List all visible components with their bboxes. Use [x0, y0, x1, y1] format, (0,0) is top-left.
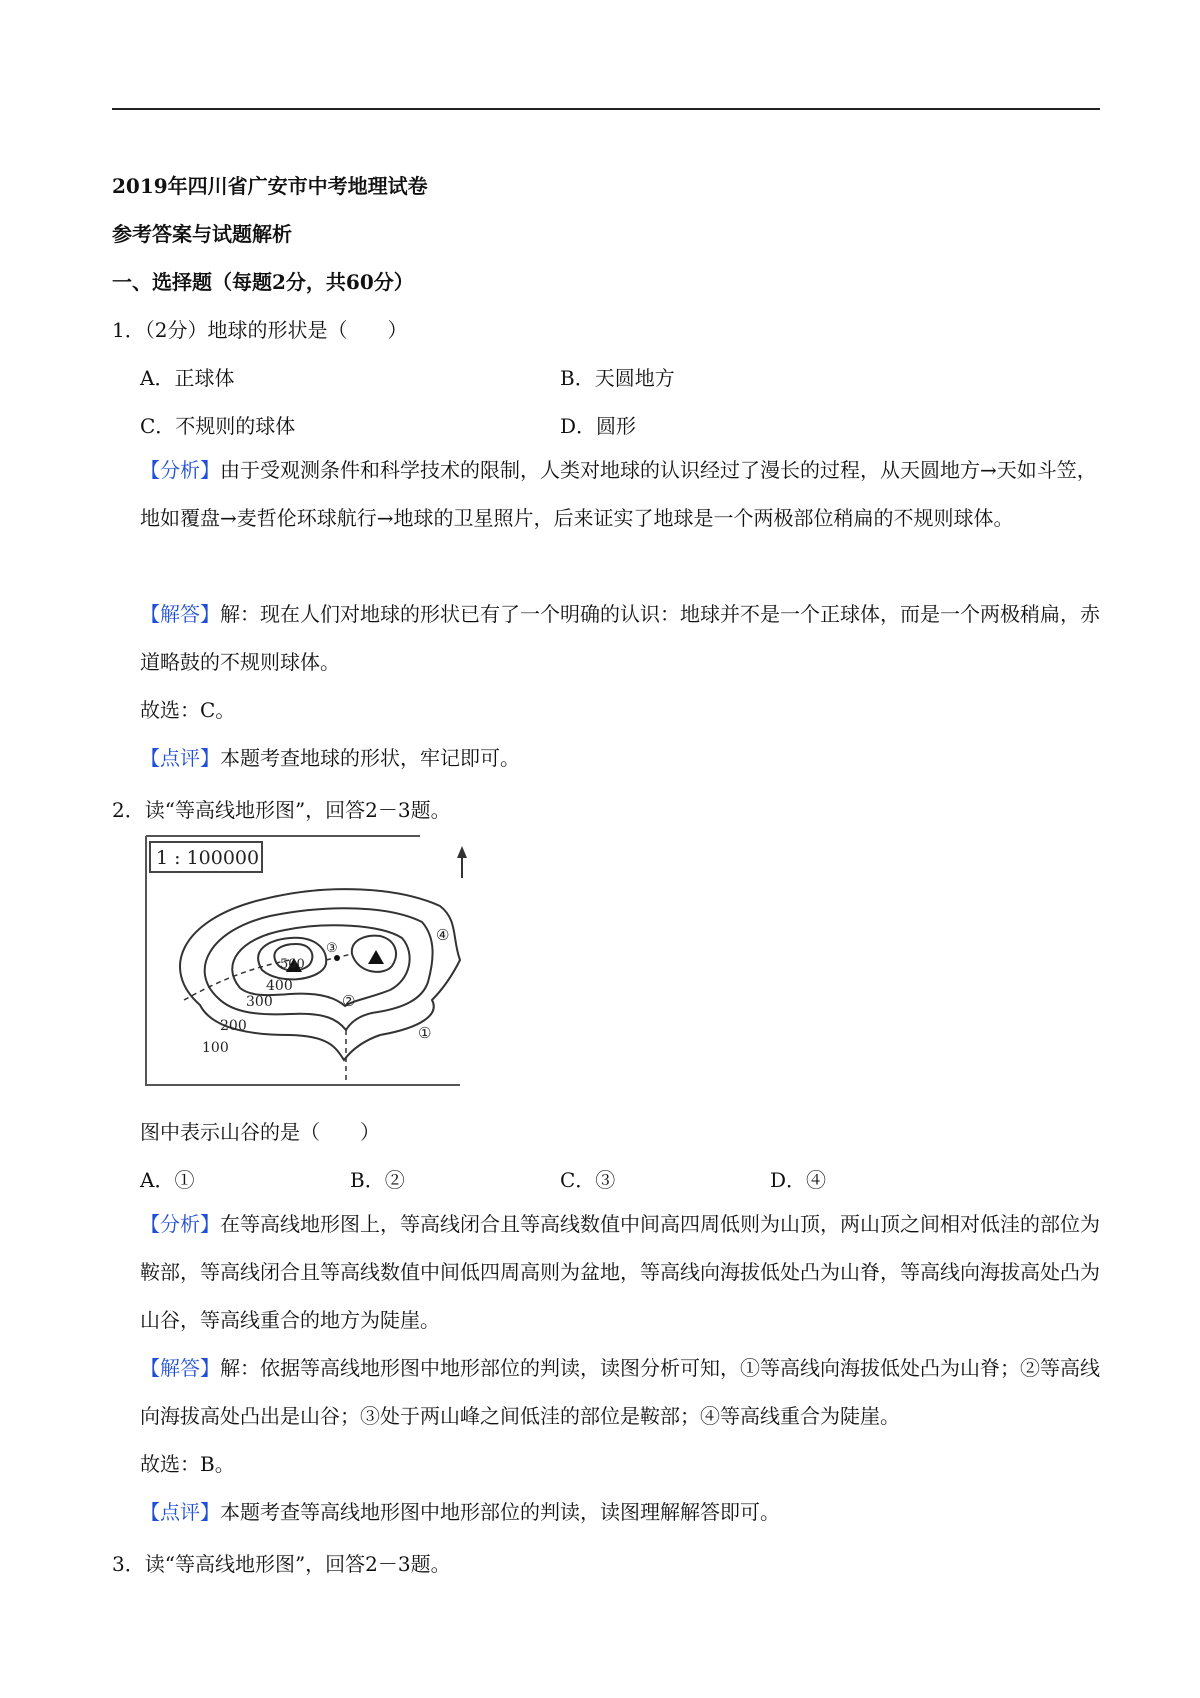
marker-2: ②	[342, 992, 356, 1010]
contour-label-500: 500	[280, 957, 305, 972]
q1-answer	[140, 590, 1100, 686]
doc-subtitle: 参考答案与试题解析	[112, 222, 292, 246]
contour-label-400: 400	[266, 978, 293, 994]
q2-option-b: B．②	[350, 1168, 405, 1192]
contour-label-300: 300	[246, 994, 273, 1010]
q1-option-c: C．不规则的球体	[140, 414, 296, 438]
doc-title: 2019年四川省广安市中考地理试卷	[112, 174, 428, 198]
q2-option-a: A．①	[140, 1168, 195, 1192]
marker-1: ①	[418, 1024, 432, 1042]
analysis-label: 【分析】	[140, 1212, 220, 1236]
q3-stem: 3．读“等高线地形图”，回答2－3题。	[112, 1552, 451, 1576]
q2-stem: 2．读“等高线地形图”，回答2－3题。	[112, 798, 451, 822]
q1-comment-text: 本题考查地球的形状，牢记即可。	[220, 746, 520, 770]
contour-label-200: 200	[220, 1018, 247, 1034]
q2-choice: 故选：B。	[140, 1452, 235, 1476]
q2-option-c: C．③	[560, 1168, 616, 1192]
q1-analysis-text: 由于受观测条件和科学技术的限制，人类对地球的认识经过了漫长的过程，从天圆地方→天如斗笠，地如覆盘→麦哲伦环球航行→地球的卫星照片，后来证实了地球是一个两极部位稍扁的不规则球体。	[140, 458, 1097, 530]
q1-answer-text: 解：现在人们对地球的形状已有了一个明确的认识：地球并不是一个正球体，而是一个两极稍扁，赤道略鼓的不规则球体。	[140, 602, 1100, 674]
q1-analysis	[140, 446, 1100, 590]
contour-label-100: 100	[202, 1040, 229, 1056]
q1-option-d: D．圆形	[560, 414, 637, 438]
answer-label: 【解答】	[140, 602, 220, 626]
analysis-label: 【分析】	[140, 458, 220, 482]
scale-label: 1 : 100000	[156, 847, 260, 869]
q1-comment	[140, 734, 1100, 782]
header-rule	[112, 108, 1100, 110]
q2-analysis	[140, 1200, 1100, 1344]
marker-3: ③	[326, 941, 338, 956]
q1-option-a: A．正球体	[140, 366, 235, 390]
q1-option-b: B．天圆地方	[560, 366, 675, 390]
q2-comment-text: 本题考查等高线地形图中地形部位的判读，读图理解解答即可。	[220, 1500, 780, 1524]
q2-answer-text: 解：依据等高线地形图中地形部位的判读，读图分析可知，①等高线向海拔低处凸为山脊；②等高线向海拔高处凸出是山谷；③处于两山峰之间低洼的部位是鞍部；④等高线重合为陡崖。	[140, 1356, 1100, 1428]
answer-label: 【解答】	[140, 1356, 220, 1380]
comment-label: 【点评】	[140, 746, 220, 770]
q1-stem: 1．（2分）地球的形状是（ ）	[112, 318, 408, 342]
q1-choice: 故选：C。	[140, 698, 236, 722]
comment-label: 【点评】	[140, 1500, 220, 1524]
section-heading: 一、选择题（每题2分，共60分）	[112, 270, 414, 294]
q2-analysis-text: 在等高线地形图上，等高线闭合且等高线数值中间高四周低则为山顶，两山顶之间相对低洼的部位为鞍部，等高线闭合且等高线数值中间低四周高则为盆地，等高线向海拔低处凸为山脊，等高线向海拔高处凸为山谷，等高线重合的地方为陡崖。	[140, 1212, 1100, 1332]
contour-map	[140, 830, 510, 1092]
q2-option-d: D．④	[770, 1168, 827, 1192]
q2-answer	[140, 1344, 1100, 1440]
q2-question: 图中表示山谷的是（ ）	[140, 1120, 380, 1144]
marker-4: ④	[436, 926, 450, 944]
q2-comment	[140, 1488, 1100, 1536]
